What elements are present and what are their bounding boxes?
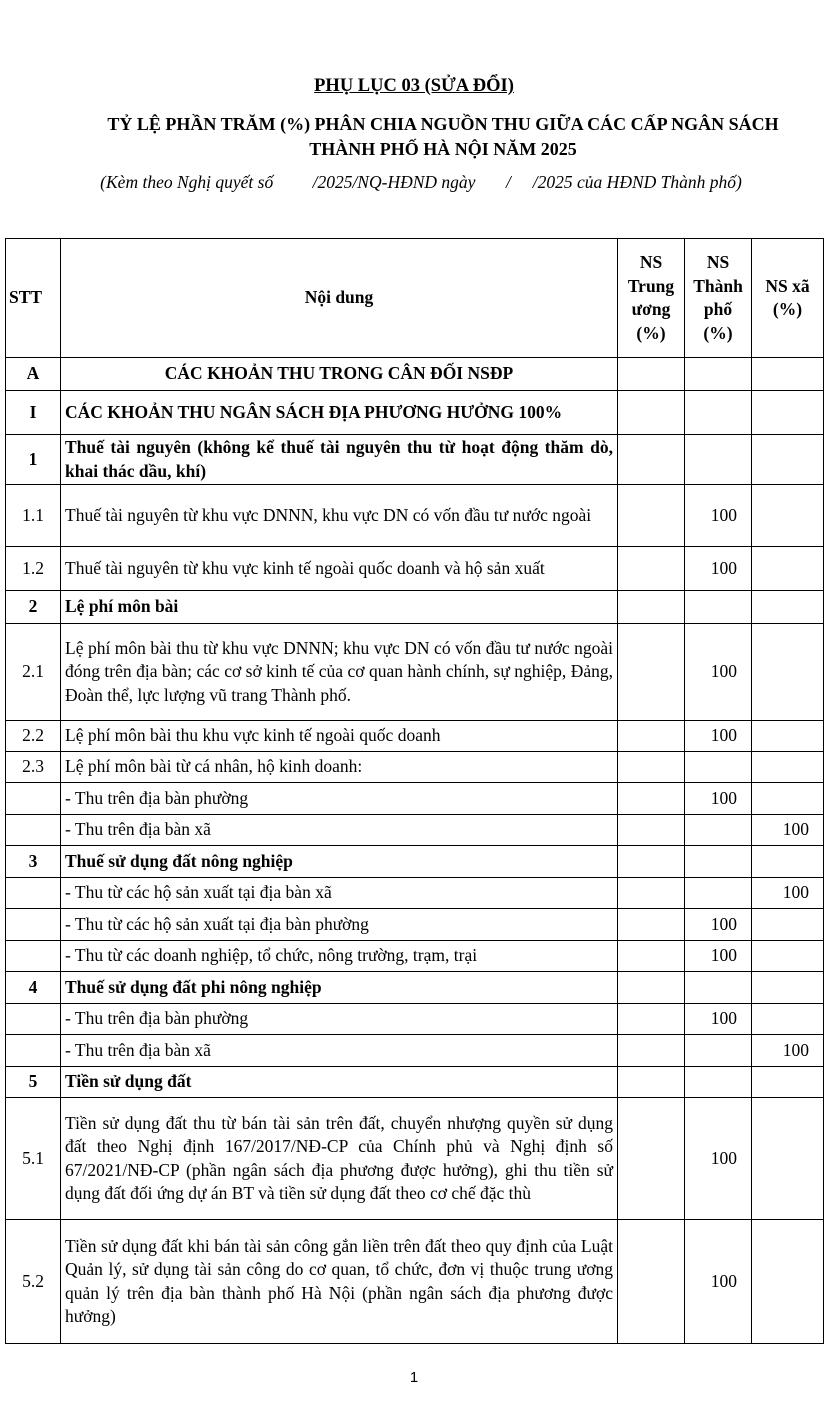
cell-ns-xa (752, 435, 824, 485)
cell-stt (6, 1035, 61, 1067)
cell-ns-thanh-pho (685, 1035, 752, 1067)
cell-ns-trung-uong (618, 1220, 685, 1344)
table-row (6, 972, 824, 1004)
table-row (6, 909, 824, 941)
cell-ns-thanh-pho (685, 815, 752, 846)
cell-ns-xa (752, 972, 824, 1004)
cell-stt (6, 878, 61, 909)
resolution-note (15, 172, 827, 193)
revenue-sharing-table (5, 238, 824, 1344)
cell-ns-thanh-pho (685, 752, 752, 783)
cell-ns-xa: 100 (752, 878, 824, 909)
cell-ns-thanh-pho (685, 878, 752, 909)
header-tw-line: ương (631, 299, 671, 319)
cell-ns-thanh-pho: 100 (685, 941, 752, 972)
cell-ns-trung-uong (618, 547, 685, 591)
header-xa-line: NS xã (765, 275, 810, 296)
cell-ns-xa (752, 1067, 824, 1098)
cell-content: Thuế tài nguyên từ khu vực kinh tế ngoài quốc doanh và hộ sản xuất (61, 547, 618, 591)
table-row (6, 547, 824, 591)
cell-ns-trung-uong (618, 485, 685, 547)
cell-ns-xa: 100 (752, 1035, 824, 1067)
cell-ns-xa (752, 783, 824, 815)
cell-content: - Thu trên địa bàn phường (61, 783, 618, 815)
table-row (6, 358, 824, 391)
cell-ns-thanh-pho (685, 435, 752, 485)
table-row (6, 941, 824, 972)
cell-stt: 5.1 (6, 1098, 61, 1220)
cell-stt: 3 (6, 846, 61, 878)
cell-ns-thanh-pho (685, 591, 752, 624)
cell-content: - Thu trên địa bàn phường (61, 1004, 618, 1035)
cell-content: - Thu trên địa bàn xã (61, 1035, 618, 1067)
cell-ns-thanh-pho (685, 358, 752, 391)
cell-content: - Thu từ các hộ sản xuất tại địa bàn phường (61, 909, 618, 941)
cell-stt: 5 (6, 1067, 61, 1098)
cell-ns-trung-uong (618, 846, 685, 878)
cell-ns-xa (752, 1004, 824, 1035)
cell-ns-xa (752, 591, 824, 624)
cell-content: Lệ phí môn bài thu khu vực kinh tế ngoài quốc doanh (61, 721, 618, 752)
cell-ns-trung-uong (618, 1098, 685, 1220)
table-row (6, 485, 824, 547)
table-row (6, 721, 824, 752)
cell-ns-xa (752, 941, 824, 972)
cell-stt (6, 909, 61, 941)
cell-ns-trung-uong (618, 815, 685, 846)
cell-ns-trung-uong (618, 591, 685, 624)
cell-content: Thuế sử dụng đất nông nghiệp (61, 846, 618, 878)
cell-ns-trung-uong (618, 878, 685, 909)
table-row (6, 1067, 824, 1098)
cell-stt: 1.1 (6, 485, 61, 547)
document-subtitle-line1: TỶ LỆ PHẦN TRĂM (%) PHÂN CHIA NGUỒN THU GIỮA CÁC CẤP NGÂN SÁCH (107, 114, 779, 134)
header-tp-line: phố (703, 299, 733, 319)
cell-content: CÁC KHOẢN THU TRONG CÂN ĐỐI NSĐP (61, 358, 618, 391)
header-tw-line: NS (639, 252, 663, 272)
cell-ns-trung-uong (618, 435, 685, 485)
cell-ns-trung-uong (618, 1035, 685, 1067)
table-row (6, 783, 824, 815)
header-ns-thanh-pho (685, 239, 752, 358)
cell-ns-thanh-pho (685, 391, 752, 435)
cell-ns-trung-uong (618, 624, 685, 721)
note-part-1: (Kèm theo Nghị quyết số (100, 172, 274, 192)
cell-stt (6, 783, 61, 815)
cell-ns-trung-uong (618, 721, 685, 752)
cell-ns-xa (752, 909, 824, 941)
cell-ns-thanh-pho: 100 (685, 721, 752, 752)
header-tp-line: Thành (693, 275, 743, 296)
header-xa-line: (%) (772, 299, 803, 319)
cell-stt: 2.1 (6, 624, 61, 721)
note-part-3: / (506, 172, 511, 192)
cell-stt: 2.3 (6, 752, 61, 783)
header-content: Nội dung (61, 239, 618, 358)
table-row (6, 624, 824, 721)
cell-ns-thanh-pho: 100 (685, 1004, 752, 1035)
document-subtitle-line2: THÀNH PHỐ HÀ NỘI NĂM 2025 (309, 139, 577, 159)
cell-stt (6, 941, 61, 972)
cell-ns-xa (752, 846, 824, 878)
table-row (6, 391, 824, 435)
cell-stt: A (6, 358, 61, 391)
cell-content: Tiền sử dụng đất khi bán tài sản công gắn liền trên đất theo quy định của Luật Quản lý, sử dụng tài sản công do cơ quan, tổ chức, đơn vị thuộc trung ương quản lý trên địa bàn thành phố Hà Nội (phần ngân sách địa phương được hưởng) (61, 1220, 618, 1344)
page-number: 1 (409, 1369, 419, 1386)
cell-ns-thanh-pho: 100 (685, 624, 752, 721)
cell-ns-xa (752, 391, 824, 435)
header-tp-line: (%) (703, 322, 733, 343)
table-row (6, 878, 824, 909)
cell-ns-xa (752, 1220, 824, 1344)
header-tw-line: Trung (627, 275, 675, 296)
cell-ns-xa (752, 721, 824, 752)
cell-content: Lệ phí môn bài thu từ khu vực DNNN; khu vực DN có vốn đầu tư nước ngoài đóng trên địa bàn; các cơ sở kinh tế của cơ quan hành chính, sự nghiệp, Đảng, Đoàn thể, lực lượng vũ trang Thành phố. (61, 624, 618, 721)
header-tp-line: NS (706, 252, 730, 272)
cell-ns-xa (752, 358, 824, 391)
note-part-4: /2025 của HĐND Thành phố) (532, 172, 742, 192)
header-stt: STT (6, 239, 61, 358)
cell-ns-trung-uong (618, 909, 685, 941)
cell-ns-thanh-pho: 100 (685, 909, 752, 941)
cell-ns-xa (752, 547, 824, 591)
cell-ns-thanh-pho (685, 1067, 752, 1098)
cell-content: Thuế tài nguyên (không kể thuế tài nguyên thu từ hoạt động thăm dò, khai thác dầu, khí) (61, 435, 618, 485)
cell-stt: 4 (6, 972, 61, 1004)
cell-content: CÁC KHOẢN THU NGÂN SÁCH ĐỊA PHƯƠNG HƯỞNG 100% (61, 391, 618, 435)
header-ns-trung-uong (618, 239, 685, 358)
cell-ns-trung-uong (618, 1004, 685, 1035)
cell-ns-xa (752, 624, 824, 721)
cell-content: Thuế sử dụng đất phi nông nghiệp (61, 972, 618, 1004)
cell-ns-trung-uong (618, 752, 685, 783)
cell-ns-xa (752, 752, 824, 783)
table-row (6, 591, 824, 624)
cell-ns-trung-uong (618, 941, 685, 972)
table-row (6, 435, 824, 485)
table-row (6, 1098, 824, 1220)
cell-content: - Thu từ các hộ sản xuất tại địa bàn xã (61, 878, 618, 909)
cell-stt: 2.2 (6, 721, 61, 752)
cell-content: Thuế tài nguyên từ khu vực DNNN, khu vực DN có vốn đầu tư nước ngoài (61, 485, 618, 547)
cell-ns-thanh-pho: 100 (685, 783, 752, 815)
cell-ns-trung-uong (618, 1067, 685, 1098)
note-part-2: /2025/NQ-HĐND ngày (312, 172, 476, 192)
table-row (6, 1035, 824, 1067)
table-header-row (6, 239, 824, 358)
cell-ns-trung-uong (618, 358, 685, 391)
cell-ns-xa: 100 (752, 815, 824, 846)
cell-stt: 2 (6, 591, 61, 624)
cell-content: Lệ phí môn bài (61, 591, 618, 624)
table-row (6, 1220, 824, 1344)
cell-ns-trung-uong (618, 783, 685, 815)
cell-stt (6, 815, 61, 846)
cell-stt: 1.2 (6, 547, 61, 591)
cell-ns-thanh-pho: 100 (685, 1220, 752, 1344)
table-row (6, 846, 824, 878)
cell-ns-thanh-pho: 100 (685, 547, 752, 591)
cell-ns-xa (752, 1098, 824, 1220)
cell-content: Tiền sử dụng đất thu từ bán tài sản trên đất, chuyển nhượng quyền sử dụng đất theo Nghị định 167/2017/NĐ-CP của Chính phủ và Nghị định số 67/2021/NĐ-CP (phần ngân sách địa phương được hưởng), ghi thu tiền sử dụng đất đối ứng dự án BT và tiền sử dụng đất theo cơ chế đặc thù (61, 1098, 618, 1220)
cell-content: Lệ phí môn bài từ cá nhân, hộ kinh doanh: (61, 752, 618, 783)
cell-stt: 5.2 (6, 1220, 61, 1344)
cell-stt: 1 (6, 435, 61, 485)
cell-stt: I (6, 391, 61, 435)
table-row (6, 815, 824, 846)
appendix-title: PHỤ LỤC 03 (SỬA ĐỔI) (314, 76, 514, 96)
header-tw-line: (%) (636, 322, 666, 343)
table-row (6, 1004, 824, 1035)
cell-ns-thanh-pho (685, 846, 752, 878)
cell-content: - Thu từ các doanh nghiệp, tổ chức, nông trường, trạm, trại (61, 941, 618, 972)
cell-content: - Thu trên địa bàn xã (61, 815, 618, 846)
cell-ns-thanh-pho (685, 972, 752, 1004)
cell-content: Tiền sử dụng đất (61, 1067, 618, 1098)
cell-ns-xa (752, 485, 824, 547)
cell-ns-trung-uong (618, 391, 685, 435)
cell-ns-thanh-pho: 100 (685, 485, 752, 547)
table-row (6, 752, 824, 783)
cell-stt (6, 1004, 61, 1035)
header-ns-xa (752, 239, 824, 358)
cell-ns-thanh-pho: 100 (685, 1098, 752, 1220)
cell-ns-trung-uong (618, 972, 685, 1004)
